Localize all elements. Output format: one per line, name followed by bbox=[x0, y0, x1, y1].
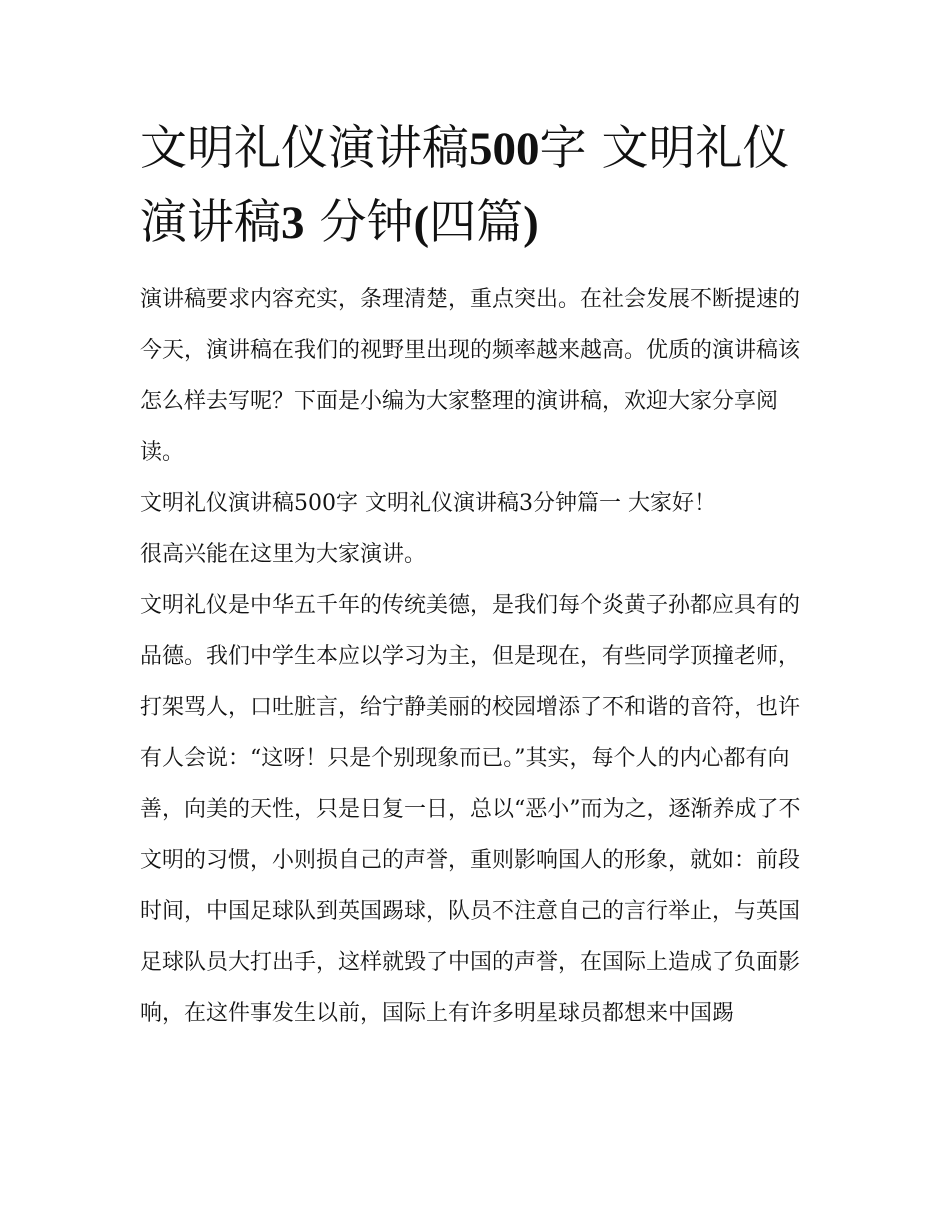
paragraph-intro: 演讲稿要求内容充实，条理清楚，重点突出。在社会发展不断提速的今天，演讲稿在我们的视野里出现的频率越来越高。优质的演讲稿该怎么样去写呢？下面是小编为大家整理的演讲稿，欢迎大家分享阅读。 bbox=[140, 287, 801, 465]
title-part-4: 四篇 bbox=[429, 195, 524, 250]
paragraph-main: 文明礼仪是中华五千年的传统美德，是我们每个炎黄子孙都应具有的品德。我们中学生本应以学习为主，但是现在，有些同学顶撞老师，打架骂人，口吐脏言，给宁静美丽的校园增添了不和谐的音符，也许有人会说：“这呀！只是个别现象而已。”其实，每个人的内心都有向善，向美的天性，只是日复一日，总以“恶小”而为之，逐渐养成了不文明的习惯，小则损自己的声誉，重则影响国人的形象，就如：前段时间，中国足球队到英国踢球，队员不注意自己的言行举止，与英国足球队员大打出手，这样就毁了中国的声誉，在国际上造成了负面影响，在这件事发生以前，国际上有许多明星球员都想来中国踢 bbox=[140, 593, 801, 1026]
title-paren-close: ) bbox=[523, 197, 539, 249]
title-part-3: 分钟 bbox=[304, 195, 414, 250]
paragraph-greeting: 很高兴能在这里为大家演讲。 bbox=[140, 542, 427, 567]
title-number-500: 500 bbox=[469, 123, 540, 175]
title-part-1: 文明礼仪演讲稿 bbox=[140, 121, 469, 176]
title-part-2: 字 文明礼仪演讲稿 bbox=[140, 121, 790, 250]
title-number-3: 3 bbox=[281, 197, 305, 249]
title-paren-open: ( bbox=[413, 197, 430, 249]
document-content bbox=[140, 112, 812, 1039]
paragraph-section-heading: 文明礼仪演讲稿500字 文明礼仪演讲稿3分钟篇一 大家好！ bbox=[140, 491, 716, 516]
document-title bbox=[140, 112, 812, 260]
document-body bbox=[140, 274, 812, 1039]
